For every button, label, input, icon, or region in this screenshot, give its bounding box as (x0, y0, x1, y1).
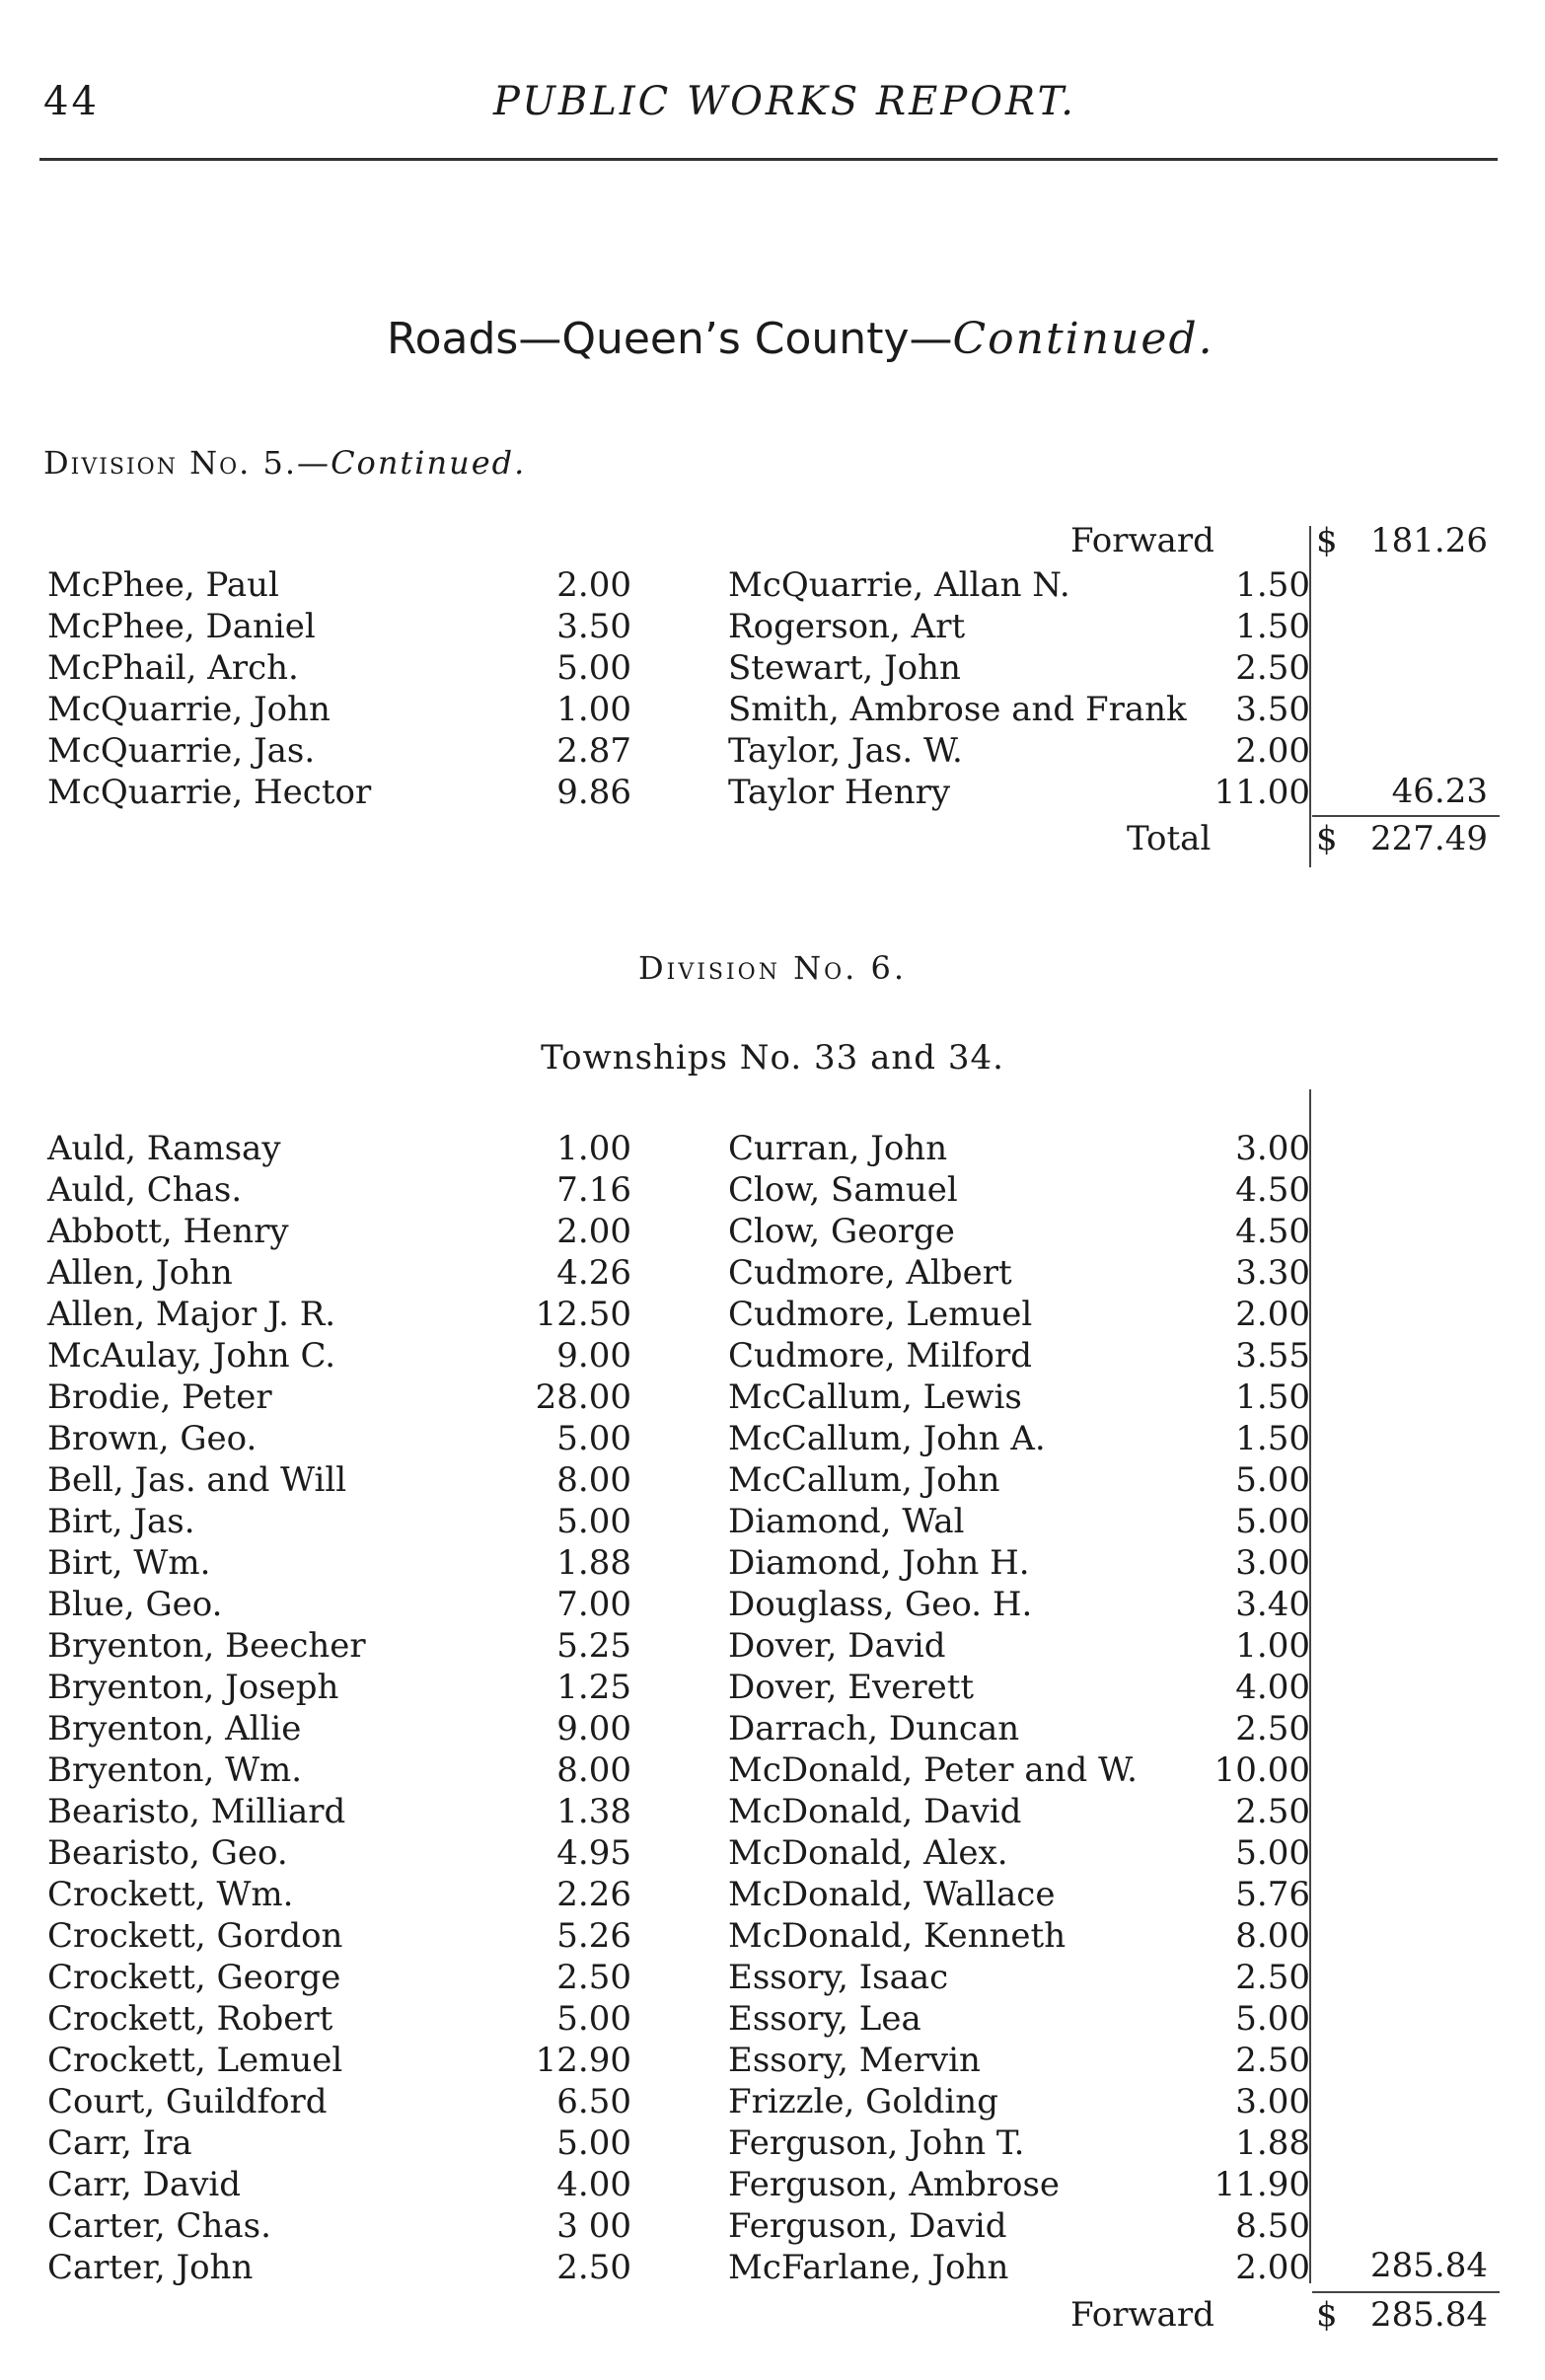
entry-amount: 3.50 (1235, 690, 1310, 729)
entry-name: Diamond, John H. (728, 1543, 1030, 1583)
entry-name: Brown, Geo. (47, 1419, 258, 1458)
entry-name: McDonald, David (728, 1792, 1022, 1831)
entry-name: Birt, Jas. (47, 1502, 195, 1541)
entry-amount: 4.50 (1235, 1170, 1310, 1210)
table-row (0, 1212, 1545, 1253)
entry-amount: 4.00 (1235, 1668, 1310, 1707)
entry-name: McPhee, Daniel (47, 607, 316, 646)
entry-name: Bryenton, Wm. (47, 1750, 303, 1790)
entry-amount: 9.00 (556, 1336, 631, 1376)
entry-amount: 2.00 (1235, 731, 1310, 771)
entry-name: Allen, John (47, 1253, 233, 1293)
entry-name: McFarlane, John (728, 2248, 1009, 2287)
table-row (0, 1626, 1545, 1668)
amount-column-rule (1309, 526, 1311, 867)
entry-name: McCallum, John A. (728, 1419, 1046, 1458)
entry-name: Essory, Mervin (728, 2041, 981, 2080)
entry-amount: 3.40 (1235, 1585, 1310, 1624)
table-row (0, 1916, 1545, 1958)
entry-name: Ferguson, David (728, 2206, 1007, 2246)
entry-name: Carter, Chas. (47, 2206, 271, 2246)
entry-amount: 5.00 (556, 1419, 631, 1458)
table-row (0, 1419, 1545, 1460)
table-row (0, 1792, 1545, 1833)
entry-amount: 7.00 (556, 1585, 631, 1624)
division-6-subheading: Townships No. 33 and 34. (541, 1038, 1004, 1078)
entry-amount: 1.00 (556, 690, 631, 729)
entry-name: Abbott, Henry (47, 1212, 289, 1251)
entry-amount: 5.00 (1235, 1999, 1310, 2039)
division-5-continued: Continued. (331, 444, 527, 482)
table-row (0, 2165, 1545, 2206)
entry-amount: 5.00 (556, 2123, 631, 2163)
entry-amount: 5.00 (1235, 1502, 1310, 1541)
entry-name: Carr, Ira (47, 2123, 192, 2163)
entry-amount: 5.00 (1235, 1833, 1310, 1873)
entry-name: Taylor, Jas. W. (728, 731, 963, 771)
entry-name: Bell, Jas. and Will (47, 1460, 347, 1500)
entry-name: Ferguson, John T. (728, 2123, 1025, 2163)
entry-name: Essory, Isaac (728, 1958, 949, 1997)
entry-name: McPhee, Paul (47, 565, 279, 605)
division-5-total-amount: 227.49 (1370, 819, 1488, 858)
entry-name: Bryenton, Allie (47, 1709, 302, 1748)
entry-amount: 5.00 (1235, 1460, 1310, 1500)
entry-amount: 5.00 (556, 648, 631, 688)
entry-amount: 12.50 (535, 1295, 631, 1334)
entry-name: Bearisto, Milliard (47, 1792, 346, 1831)
entry-name: McDonald, Wallace (728, 1875, 1056, 1914)
entry-name: Blue, Geo. (47, 1585, 223, 1624)
entry-amount: 9.00 (556, 1709, 631, 1748)
division-6-forward-rule (1312, 2291, 1500, 2293)
entry-amount: 11.00 (1214, 773, 1310, 812)
entry-name: McQuarrie, John (47, 690, 331, 729)
entry-amount: 12.90 (535, 2041, 631, 2080)
entry-amount: 7.16 (556, 1170, 631, 1210)
table-row (0, 1709, 1545, 1750)
division-5-subtotal: 46.23 (1391, 772, 1488, 811)
table-row (0, 565, 1545, 607)
entry-name: Crockett, Robert (47, 1999, 333, 2039)
entry-name: Allen, Major J. R. (47, 1295, 336, 1334)
entry-amount: 3 00 (556, 2206, 631, 2246)
entry-name: Cudmore, Milford (728, 1336, 1033, 1376)
entry-amount: 1.25 (556, 1668, 631, 1707)
entry-name: McPhail, Arch. (47, 648, 299, 688)
entry-name: Cudmore, Lemuel (728, 1295, 1033, 1334)
division-5-forward-dollar: $ (1316, 521, 1338, 560)
division-5-forward-amount: 181.26 (1370, 521, 1488, 560)
entry-amount: 2.87 (556, 731, 631, 771)
entry-amount: 5.00 (556, 1502, 631, 1541)
entry-amount: 8.00 (556, 1750, 631, 1790)
table-row (0, 1129, 1545, 1170)
table-row (0, 690, 1545, 731)
division-6-forward-amount: 285.84 (1370, 2295, 1488, 2335)
entry-amount: 4.50 (1235, 1212, 1310, 1251)
entry-amount: 2.50 (1235, 1792, 1310, 1831)
division-6-heading: Division No. 6. (637, 949, 908, 987)
entry-amount: 3.00 (1235, 1129, 1310, 1168)
entry-name: McDonald, Kenneth (728, 1916, 1067, 1956)
entry-amount: 2.00 (1235, 2248, 1310, 2287)
entry-name: Bryenton, Joseph (47, 1668, 339, 1707)
entry-name: Curran, John (728, 1129, 948, 1168)
entry-amount: 1.50 (1235, 1377, 1310, 1417)
entry-name: Crockett, Lemuel (47, 2041, 343, 2080)
entry-name: Douglass, Geo. H. (728, 1585, 1033, 1624)
entry-name: Rogerson, Art (728, 607, 966, 646)
entry-name: Clow, George (728, 1212, 955, 1251)
entry-amount: 3.00 (1235, 1543, 1310, 1583)
page-number: 44 (43, 79, 100, 124)
entry-name: McDonald, Peter and W. (728, 1750, 1138, 1790)
entry-amount: 5.25 (556, 1626, 631, 1666)
entry-name: McCallum, Lewis (728, 1377, 1022, 1417)
entry-amount: 5.76 (1235, 1875, 1310, 1914)
entry-amount: 8.00 (556, 1460, 631, 1500)
running-title: PUBLIC WORKS REPORT. (493, 79, 1076, 124)
entry-name: Brodie, Peter (47, 1377, 272, 1417)
entry-name: Crockett, George (47, 1958, 341, 1997)
entry-name: Ferguson, Ambrose (728, 2165, 1061, 2204)
entry-name: McQuarrie, Allan N. (728, 565, 1070, 605)
entry-amount: 1.50 (1235, 565, 1310, 605)
division-5-forward-label: Forward (1070, 521, 1214, 560)
division-5-heading (43, 444, 526, 482)
table-row (0, 731, 1545, 773)
table-row (0, 648, 1545, 690)
table-row (0, 1295, 1545, 1336)
entry-amount: 2.50 (1235, 1709, 1310, 1748)
table-row (0, 2248, 1545, 2289)
table-row (0, 1668, 1545, 1709)
entry-amount: 3.50 (556, 607, 631, 646)
entry-amount: 4.00 (556, 2165, 631, 2204)
entry-amount: 1.00 (556, 1129, 631, 1168)
entry-name: Clow, Samuel (728, 1170, 958, 1210)
table-row (0, 1460, 1545, 1502)
entry-amount: 1.88 (1235, 2123, 1310, 2163)
entry-amount: 9.86 (556, 773, 631, 812)
entry-amount: 5.26 (556, 1916, 631, 1956)
entry-amount: 8.50 (1235, 2206, 1310, 2246)
entry-name: Smith, Ambrose and Frank (728, 690, 1187, 729)
entry-name: Cudmore, Albert (728, 1253, 1012, 1293)
entry-amount: 2.00 (556, 1212, 631, 1251)
entry-amount: 2.26 (556, 1875, 631, 1914)
entry-amount: 2.00 (556, 565, 631, 605)
entry-name: Auld, Ramsay (47, 1129, 281, 1168)
entry-name: Taylor Henry (728, 773, 951, 812)
entry-amount: 3.55 (1235, 1336, 1310, 1376)
entry-name: McDonald, Alex. (728, 1833, 1008, 1873)
table-row (0, 1377, 1545, 1419)
entry-amount: 4.26 (556, 1253, 631, 1293)
division-5-total-rule (1312, 815, 1500, 817)
entry-amount: 1.50 (1235, 607, 1310, 646)
entry-amount: 2.50 (1235, 648, 1310, 688)
amount-column-rule (1309, 1089, 1311, 2283)
entry-amount: 4.95 (556, 1833, 631, 1873)
table-row (0, 773, 1545, 814)
entry-name: Bearisto, Geo. (47, 1833, 288, 1873)
table-row (0, 2082, 1545, 2123)
table-row (0, 1833, 1545, 1875)
table-row (0, 1336, 1545, 1377)
division-6-forward-dollar: $ (1316, 2295, 1338, 2335)
entry-name: Auld, Chas. (47, 1170, 243, 1210)
entry-name: Carr, David (47, 2165, 242, 2204)
entry-name: Darrach, Duncan (728, 1709, 1020, 1748)
entry-name: Crockett, Wm. (47, 1875, 294, 1914)
entry-name: Bryenton, Beecher (47, 1626, 366, 1666)
entry-amount: 1.50 (1235, 1419, 1310, 1458)
entry-name: Frizzle, Golding (728, 2082, 998, 2121)
table-row (0, 1543, 1545, 1585)
entry-amount: 10.00 (1214, 1750, 1310, 1790)
table-row (0, 2041, 1545, 2082)
entry-name: Diamond, Wal (728, 1502, 965, 1541)
entry-name: Essory, Lea (728, 1999, 921, 2039)
entry-amount: 2.50 (556, 1958, 631, 1997)
entry-name: Carter, John (47, 2248, 254, 2287)
table-row (0, 1999, 1545, 2041)
entry-amount: 3.00 (1235, 2082, 1310, 2121)
entry-amount: 28.00 (535, 1377, 631, 1417)
division-6-forward-label: Forward (1070, 2295, 1214, 2335)
entry-name: Birt, Wm. (47, 1543, 211, 1583)
entry-amount: 5.00 (556, 1999, 631, 2039)
table-row (0, 1958, 1545, 1999)
division-5-total-label: Total (1127, 819, 1212, 858)
division-5-label: Division No. 5.— (43, 444, 331, 482)
entry-amount: 11.90 (1214, 2165, 1310, 2204)
table-row (0, 1750, 1545, 1792)
entry-amount: 2.00 (1235, 1295, 1310, 1334)
entry-amount: 2.50 (1235, 2041, 1310, 2080)
header-rule (39, 158, 1498, 161)
table-row (0, 2206, 1545, 2248)
entry-name: Dover, Everett (728, 1668, 975, 1707)
entry-name: McCallum, John (728, 1460, 1000, 1500)
entry-amount: 1.38 (556, 1792, 631, 1831)
entry-name: Dover, David (728, 1626, 946, 1666)
table-row (0, 1585, 1545, 1626)
section-title-main: Roads—Queen’s County— (387, 314, 953, 364)
entry-amount: 8.00 (1235, 1916, 1310, 1956)
section-title-continued: Continued. (952, 314, 1214, 364)
table-row (0, 1170, 1545, 1212)
division-6-subtotal: 285.84 (1370, 2246, 1488, 2285)
entry-amount: 1.00 (1235, 1626, 1310, 1666)
entry-amount: 2.50 (1235, 1958, 1310, 1997)
entry-name: McAulay, John C. (47, 1336, 336, 1376)
entry-name: Stewart, John (728, 648, 961, 688)
entry-name: McQuarrie, Jas. (47, 731, 316, 771)
table-row (0, 1875, 1545, 1916)
table-row (0, 1502, 1545, 1543)
entry-name: Court, Guildford (47, 2082, 328, 2121)
entry-amount: 1.88 (556, 1543, 631, 1583)
table-row (0, 607, 1545, 648)
table-row (0, 2123, 1545, 2165)
entry-amount: 6.50 (556, 2082, 631, 2121)
entry-name: McQuarrie, Hector (47, 773, 372, 812)
division-5-total-dollar: $ (1316, 819, 1338, 858)
section-title (387, 314, 1214, 364)
entry-amount: 3.30 (1235, 1253, 1310, 1293)
entry-name: Crockett, Gordon (47, 1916, 343, 1956)
entry-amount: 2.50 (556, 2248, 631, 2287)
table-row (0, 1253, 1545, 1295)
